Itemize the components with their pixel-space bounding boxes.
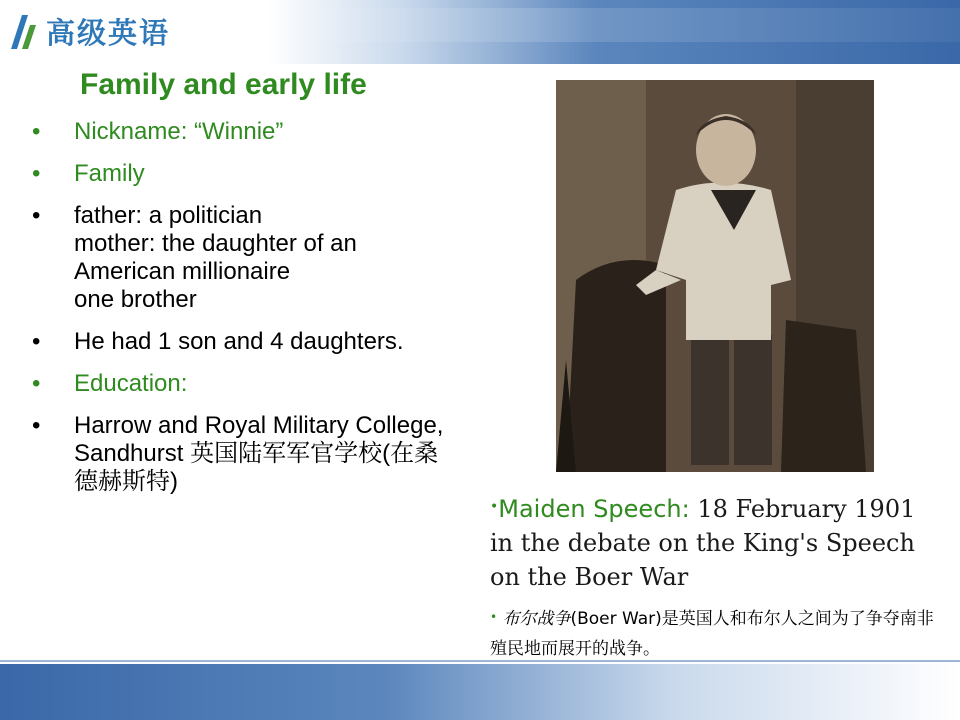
bullet-dot-icon: • xyxy=(32,118,41,145)
maiden-speech xyxy=(490,490,940,594)
mother-line: mother: the daughter of an American millionaire xyxy=(74,230,357,285)
bullet-dot-icon: • xyxy=(32,370,41,397)
bullet-dot-icon: • xyxy=(32,160,41,187)
bullet-dot-icon: • xyxy=(32,328,41,355)
bullet-text: Nickname: “Winnie” xyxy=(74,118,284,145)
banner-stripe xyxy=(240,8,960,42)
father-line: father: a politician xyxy=(74,202,263,229)
bullet-education xyxy=(30,370,450,398)
boer-war-explanation: (Boer War)是英国人和布尔人之间为了争夺南非殖民地而展开的战争。 xyxy=(490,609,934,659)
bullet-text: Education: xyxy=(74,370,188,397)
portrait-illustration xyxy=(556,80,874,472)
logo-mark-icon xyxy=(8,9,40,53)
logo-text: 高级英语 xyxy=(46,15,171,50)
footer-divider xyxy=(0,660,960,662)
bullet-dot-icon: • xyxy=(32,202,41,229)
child-portrait-photo xyxy=(556,80,874,472)
bullet-schools xyxy=(30,412,450,496)
bullet-children xyxy=(30,328,450,356)
bullet-text: He had 1 son and 4 daughters. xyxy=(74,328,404,355)
bottom-banner xyxy=(0,664,960,720)
bullet-text: Harrow and Royal Military College, Sandhurst 英国陆军军官学校(在桑德赫斯特) xyxy=(74,412,444,495)
bullet-dot-icon: • xyxy=(32,412,41,439)
boer-war-note xyxy=(490,602,940,664)
slide-title: Family and early life xyxy=(80,68,367,101)
speech-info xyxy=(490,490,940,664)
boer-war-term: 布尔战争 xyxy=(502,609,571,629)
bullet-dot-icon: • xyxy=(490,610,498,624)
bullet-family-details xyxy=(30,202,450,314)
logo xyxy=(8,6,170,56)
bullet-family xyxy=(30,160,450,188)
bullet-list xyxy=(30,118,450,510)
brother-line: one brother xyxy=(74,286,197,313)
bullet-text: Family xyxy=(74,160,145,187)
bullet-dot-icon: • xyxy=(490,499,499,515)
maiden-speech-label: Maiden Speech: xyxy=(498,495,690,523)
maiden-speech-text: 18 February 1901 in the debate on the King's Speech on the Boer War xyxy=(490,495,916,591)
bullet-nickname xyxy=(30,118,450,146)
